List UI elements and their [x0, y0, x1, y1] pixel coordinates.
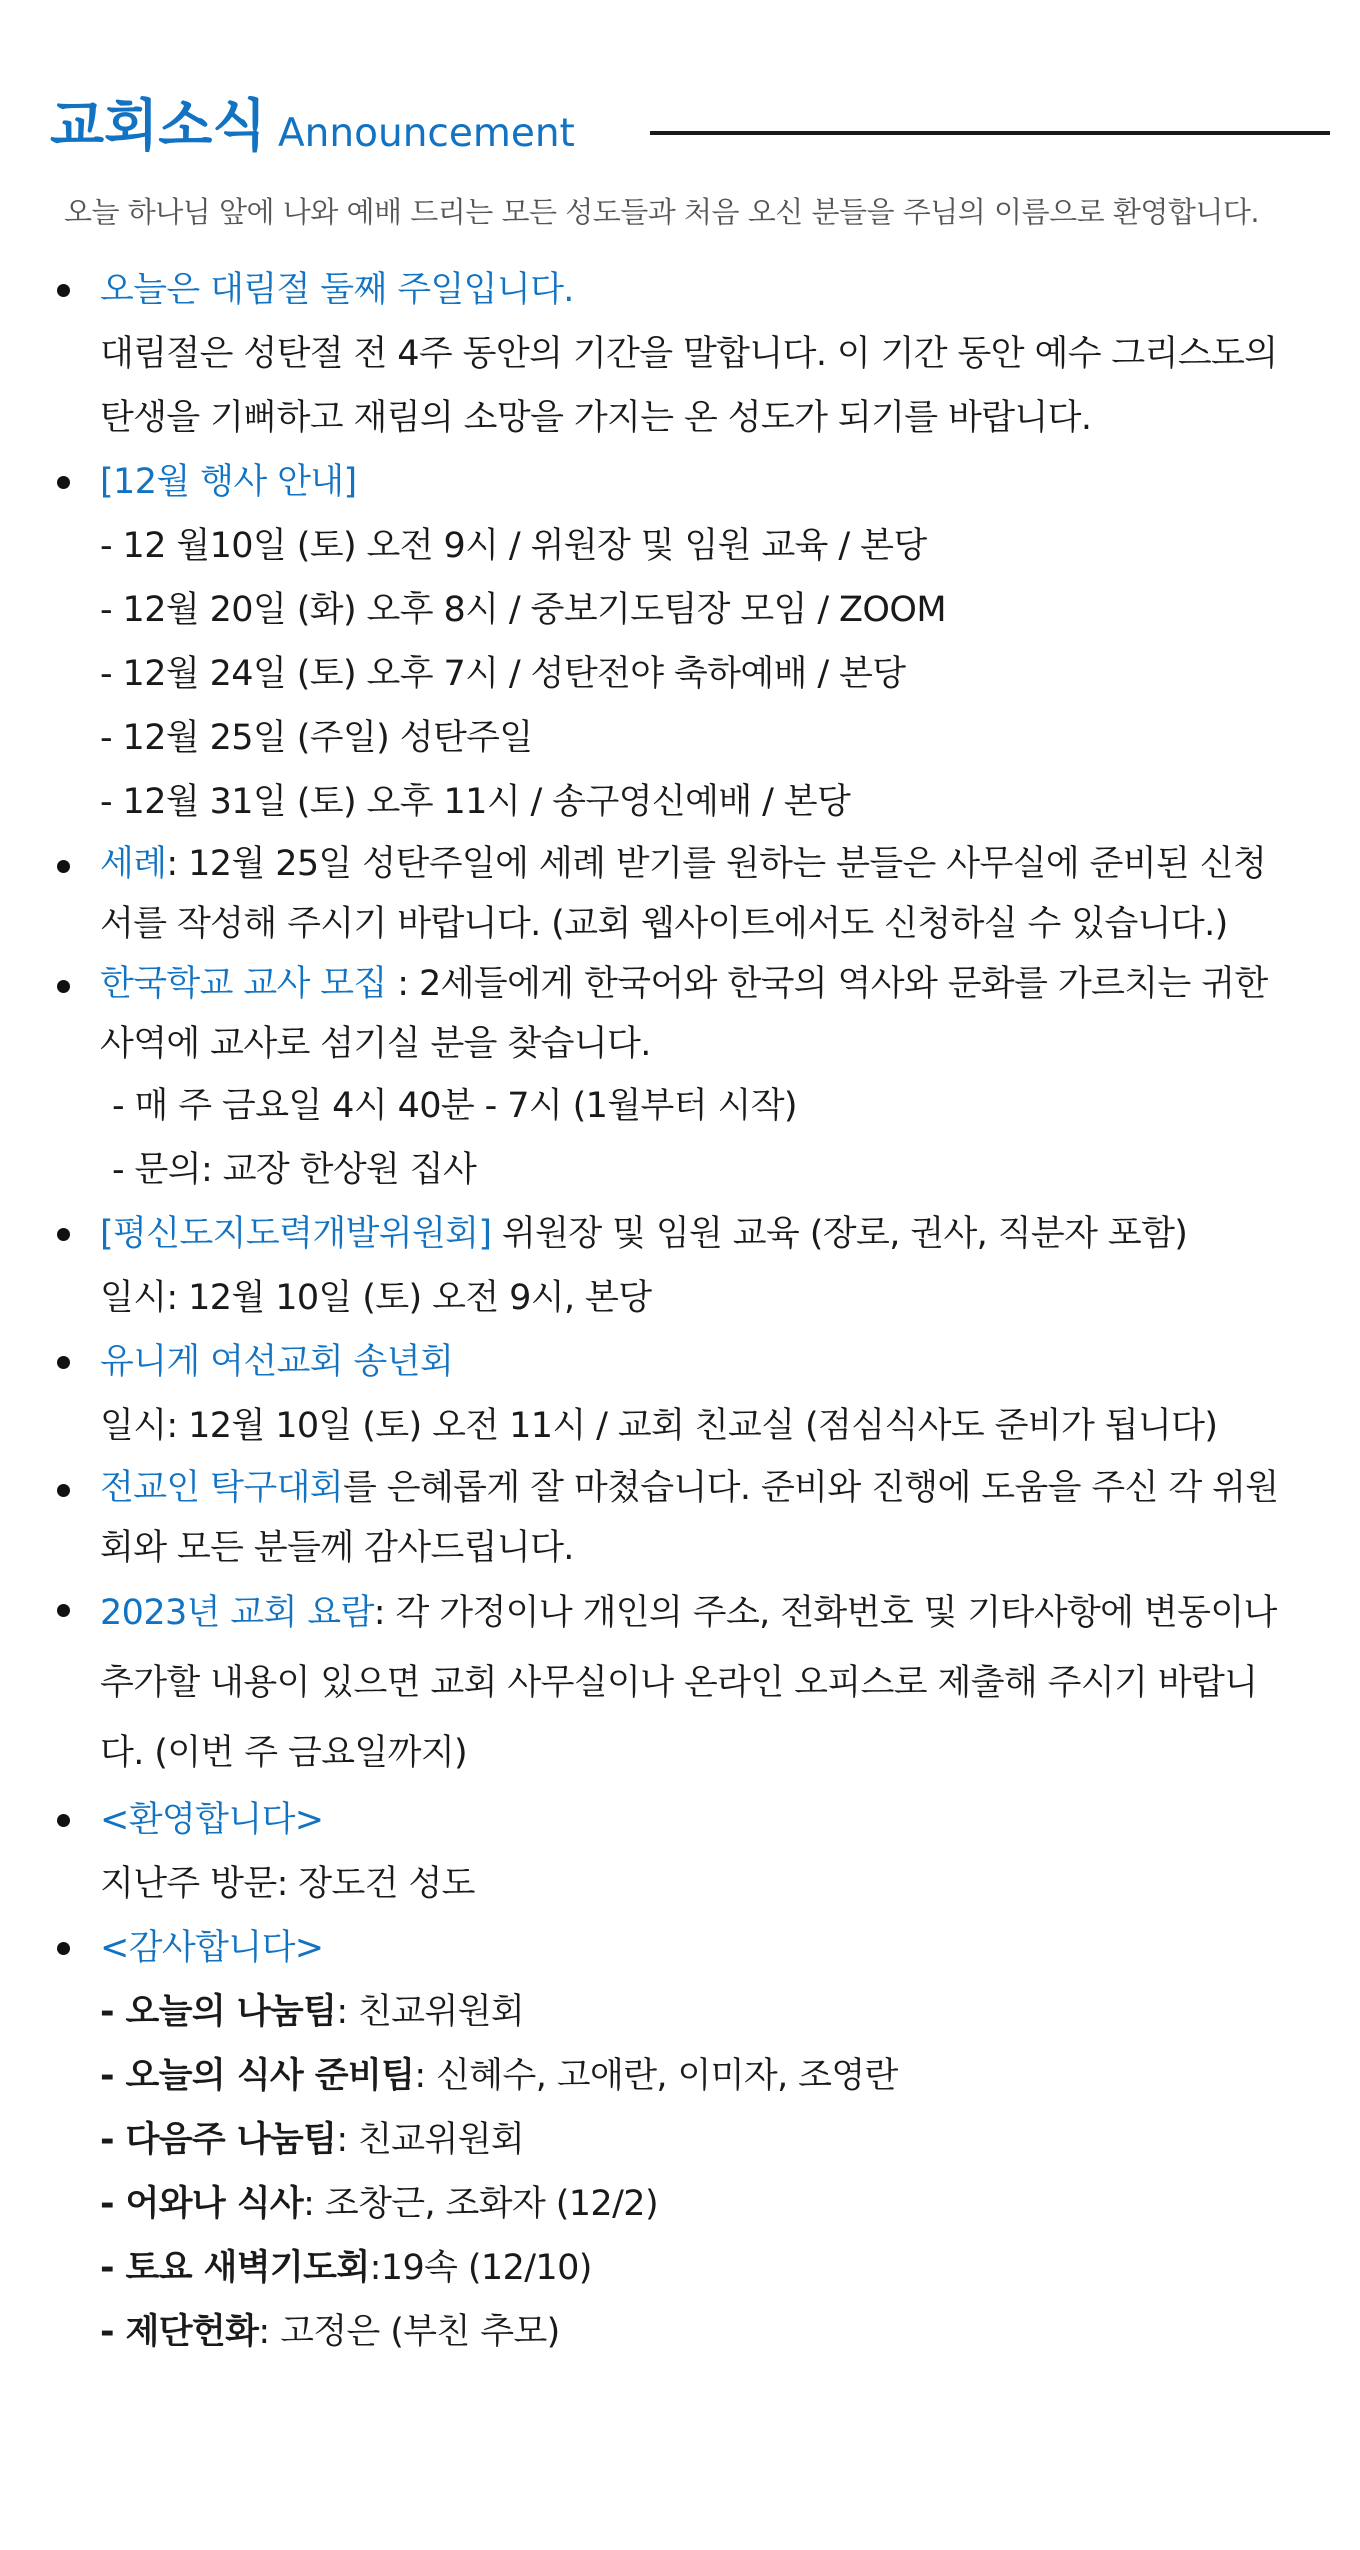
item-advent: [50, 258, 1330, 450]
women-line-2: 일시: 12월 10일 (토) 오전 11시 / 교회 친교실 (점심식사도 준비가 됩니다): [100, 1406, 1218, 1446]
committee-label: [평신도지도력개발위원회]: [100, 1214, 492, 1254]
thanks-key: - 어와나 식사: [100, 2184, 304, 2224]
item-december-events: [50, 450, 1330, 834]
baptism-line-2: 서를 작성해 주시기 바랍니다. (교회 웹사이트에서도 신청하실 수 있습니다.): [100, 904, 1228, 944]
title-english: Announcement: [278, 111, 575, 156]
header-rule: [650, 131, 1330, 135]
thanks-value: : 친교위원회: [336, 2120, 525, 2160]
pingpong-text: 를 은혜롭게 잘 마쳤습니다. 준비와 진행에 도움을 주신 각 위원: [343, 1468, 1279, 1508]
thanks-value: : 고정은 (부친 추모): [258, 2312, 560, 2352]
thanks-label: <감사합니다>: [100, 1928, 324, 1968]
thanks-value: :19속 (12/10): [369, 2248, 592, 2288]
thanks-row: [100, 2108, 1330, 2172]
item-pingpong: [50, 1458, 1330, 1578]
welcome-message: 오늘 하나님 앞에 나와 예배 드리는 모든 성도들과 처음 오신 분들을 주님의 이름으로 환영합니다.: [64, 195, 1260, 229]
december-title: [12월 행사 안내]: [100, 462, 357, 502]
pingpong-label: 전교인 탁구대회: [100, 1468, 343, 1508]
advent-line-2: 탄생을 기뻐하고 재림의 소망을 가지는 온 성도가 되기를 바랍니다.: [100, 398, 1092, 438]
thanks-key: - 토요 새벽기도회: [100, 2248, 370, 2288]
welcome-label: <환영합니다>: [100, 1800, 324, 1840]
thanks-row: [100, 2236, 1330, 2300]
announcement-header: [50, 92, 1330, 172]
directory-line-1: [100, 1578, 1330, 1648]
welcome-visitor: 지난주 방문: 장도건 성도: [100, 1864, 475, 1904]
december-event: - 12월 24일 (토) 오후 7시 / 성탄전야 축하예배 / 본당: [100, 654, 906, 694]
baptism-line-1: [100, 834, 1330, 894]
thanks-key: - 오늘의 식사 준비팀: [100, 2056, 415, 2096]
thanks-row: [100, 2300, 1330, 2364]
directory-label: 2023년 교회 요람: [100, 1593, 374, 1633]
committee-line-2: 일시: 12월 10일 (토) 오전 9시, 본당: [100, 1278, 652, 1318]
thanks-value: : 친교위원회: [336, 1992, 525, 2032]
korean-school-label: 한국학교 교사 모집: [100, 964, 387, 1004]
december-event: - 12월 20일 (화) 오후 8시 / 중보기도팀장 모임 / ZOOM: [100, 590, 946, 630]
korean-school-text: : 2세들에게 한국어와 한국의 역사와 문화를 가르치는 귀한: [386, 964, 1268, 1004]
baptism-label: 세례: [100, 844, 167, 884]
thanks-row: [100, 2172, 1330, 2236]
item-women-mission: [50, 1330, 1330, 1458]
december-event: - 12월 25일 (주일) 성탄주일: [100, 718, 533, 758]
thanks-row: [100, 2044, 1330, 2108]
thanks-row: [100, 1980, 1330, 2044]
advent-line-1: 대림절은 성탄절 전 4주 동안의 기간을 말합니다. 이 기간 동안 예수 그리스도의: [100, 334, 1278, 374]
thanks-key: - 다음주 나눔팀: [100, 2120, 337, 2160]
pingpong-line-1: [100, 1458, 1330, 1518]
directory-line-3: 다. (이번 주 금요일까지): [100, 1733, 468, 1773]
thanks-key: - 오늘의 나눔팀: [100, 1992, 337, 2032]
item-korean-school: [50, 954, 1330, 1202]
item-committee: [50, 1202, 1330, 1330]
advent-title: 오늘은 대림절 둘째 주일입니다.: [100, 270, 574, 310]
korean-school-detail: - 매 주 금요일 4시 40분 - 7시 (1월부터 시작): [112, 1086, 797, 1126]
thanks-value: : 조창근, 조화자 (12/2): [303, 2184, 659, 2224]
korean-school-line-1: [100, 954, 1330, 1014]
item-church-directory: [50, 1578, 1330, 1788]
directory-line-2: 추가할 내용이 있으면 교회 사무실이나 온라인 오피스로 제출해 주시기 바랍니: [100, 1663, 1258, 1703]
thanks-key: - 제단헌화: [100, 2312, 259, 2352]
pingpong-line-2: 회와 모든 분들께 감사드립니다.: [100, 1528, 574, 1568]
committee-text: 위원장 및 임원 교육 (장로, 권사, 직분자 포함): [491, 1214, 1188, 1254]
baptism-text: : 12월 25일 성탄주일에 세례 받기를 원하는 분들은 사무실에 준비된 신청: [166, 844, 1267, 884]
korean-school-line-2: 사역에 교사로 섬기실 분을 찾습니다.: [100, 1024, 651, 1064]
thanks-value: : 신혜수, 고애란, 이미자, 조영란: [414, 2056, 898, 2096]
committee-line-1: [100, 1202, 1330, 1266]
december-event: - 12월 31일 (토) 오후 11시 / 송구영신예배 / 본당: [100, 782, 851, 822]
women-label: 유니게 여선교회 송년회: [100, 1342, 454, 1382]
directory-text: : 각 가정이나 개인의 주소, 전화번호 및 기타사항에 변동이나: [373, 1593, 1277, 1633]
korean-school-detail: - 문의: 교장 한상원 집사: [112, 1150, 477, 1190]
item-thanks: [50, 1916, 1330, 2364]
december-event: - 12 월10일 (토) 오전 9시 / 위원장 및 임원 교육 / 본당: [100, 526, 927, 566]
item-welcome: [50, 1788, 1330, 1916]
announcement-list: [50, 258, 1330, 2364]
title-korean: 교회소식: [50, 94, 267, 159]
item-baptism: [50, 834, 1330, 954]
